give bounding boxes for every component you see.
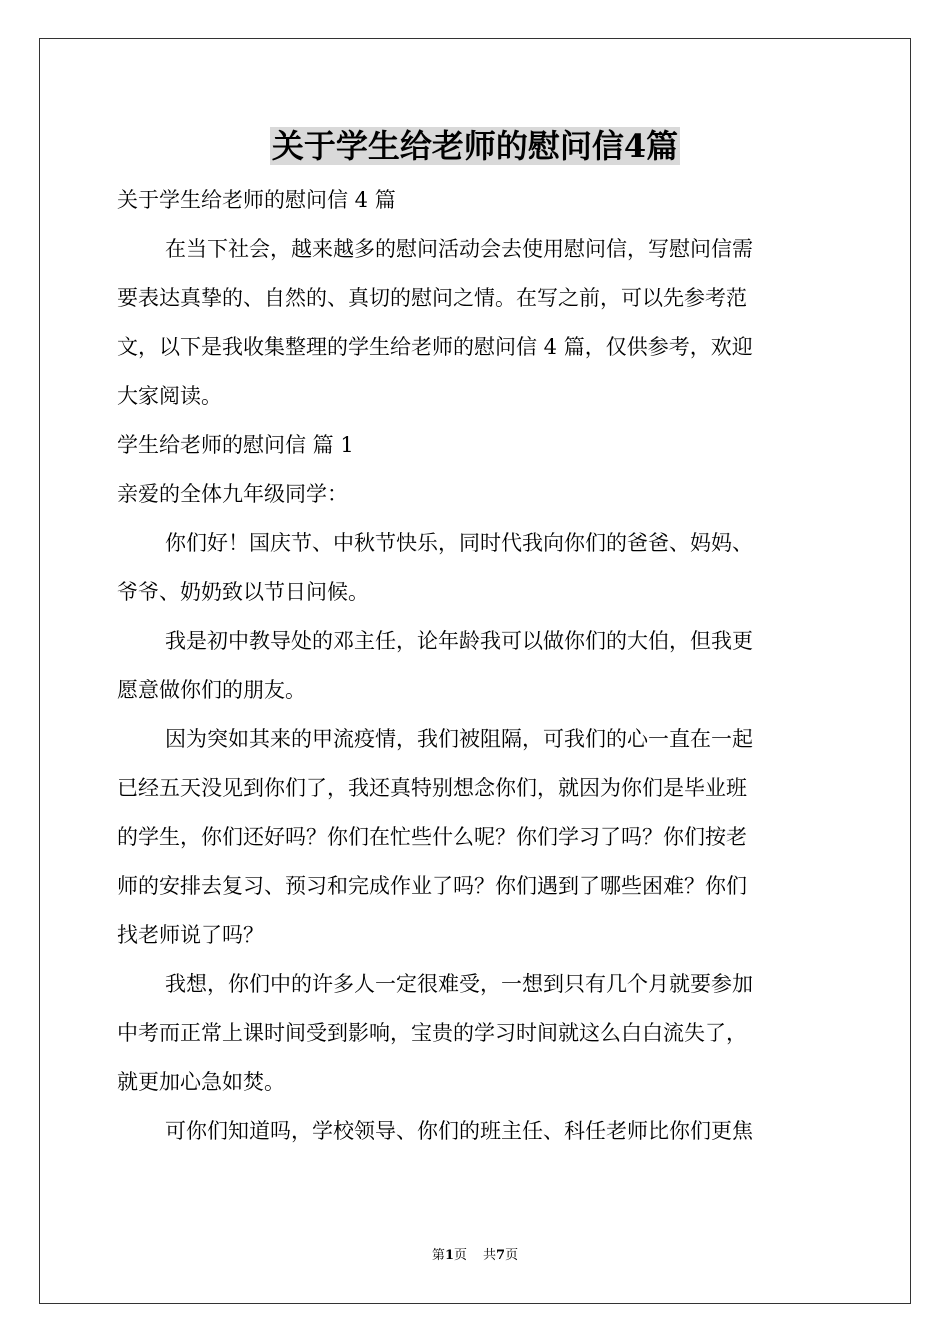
text-line: 愿意做你们的朋友。 <box>117 678 306 702</box>
footer-page-number: 1 <box>444 1248 454 1263</box>
page-title <box>0 124 950 168</box>
footer-page-suffix: 页 <box>453 1248 467 1263</box>
text-line: 要表达真挚的、自然的、真切的慰问之情。在写之前，可以先参考范 <box>117 286 747 310</box>
footer-total-suffix: 页 <box>505 1248 519 1263</box>
text-line: 找老师说了吗？ <box>117 923 264 947</box>
text-line: 亲爱的全体九年级同学： <box>117 482 348 506</box>
text-line: 大家阅读。 <box>117 384 222 408</box>
document-body <box>117 176 837 1156</box>
page-footer <box>0 1246 950 1266</box>
text-line: 因为突如其来的甲流疫情，我们被阻隔，可我们的心一直在一起 <box>165 727 753 751</box>
text-line: 的学生，你们还好吗？你们在忙些什么呢？你们学习了吗？你们按老 <box>117 825 747 849</box>
text-line: 在当下社会，越来越多的慰问活动会去使用慰问信，写慰问信需 <box>165 237 753 261</box>
text-line: 师的安排去复习、预习和完成作业了吗？你们遇到了哪些困难？你们 <box>117 874 747 898</box>
footer-page-prefix: 第 <box>431 1248 445 1263</box>
text-line: 学生给老师的慰问信 篇 1 <box>117 433 354 457</box>
text-line: 已经五天没见到你们了，我还真特别想念你们，就因为你们是毕业班 <box>117 776 747 800</box>
text-line: 就更加心急如焚。 <box>117 1070 285 1094</box>
footer-total-pages: 7 <box>496 1248 506 1263</box>
text-line: 关于学生给老师的慰问信 4 篇 <box>117 188 396 212</box>
text-line: 中考而正常上课时间受到影响，宝贵的学习时间就这么白白流失了， <box>117 1021 747 1045</box>
text-line: 爷爷、奶奶致以节日问候。 <box>117 580 369 604</box>
text-line: 你们好！国庆节、中秋节快乐，同时代我向你们的爸爸、妈妈、 <box>165 531 753 555</box>
text-line: 我想，你们中的许多人一定很难受，一想到只有几个月就要参加 <box>165 972 753 996</box>
footer-total-prefix: 共 <box>483 1248 497 1263</box>
page-title-text: 关于学生给老师的慰问信4篇 <box>271 127 679 165</box>
text-line: 我是初中教导处的邓主任，论年龄我可以做你们的大伯，但我更 <box>165 629 753 653</box>
text-line: 可你们知道吗，学校领导、你们的班主任、科任老师比你们更焦 <box>165 1119 753 1143</box>
text-line: 文，以下是我收集整理的学生给老师的慰问信 4 篇，仅供参考，欢迎 <box>117 335 753 359</box>
